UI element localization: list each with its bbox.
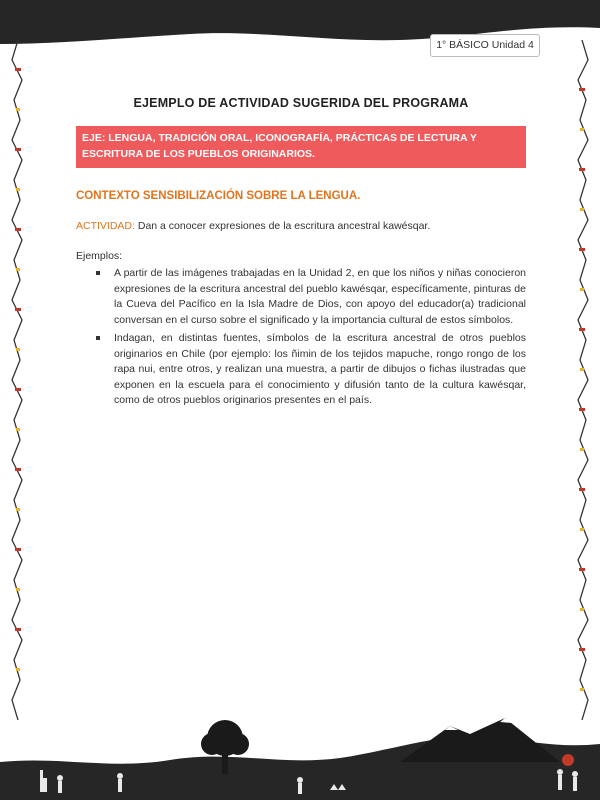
list-item-text: Indagan, en distintas fuentes, símbolos de la escritura ancestral de otros pueblos originarios en Chile (por ejemplo: los ñimin de los tejidos mapuche, rongo rongo de los rapa nui, entre otros, y realizan una muestra, a partir de dibujos o fichas ilustradas que exponen en la escuela para el conocimiento y difusión tanto de la cultura kawésqar, como de otros pueblos originarios presentes en el país. [114,332,526,406]
examples-list [76,266,526,409]
activity-text: Dan a conocer expresiones de la escritura ancestral kawésqar. [134,220,431,232]
footer-silhouette-band [0,700,600,800]
list-item-text: A partir de las imágenes trabajadas en la Unidad 2, en que los niños y niñas conocieron expresiones de la escritura ancestral del pueblo kawésqar, específicamente, pinturas de la Cueva del Pacífico en la Isla Madre de Dios, con apoyo del educador(a) tradicional conversan en el curso sobre el significado y la importancia cultural de estos símbolos. [114,267,526,326]
context-heading: CONTEXTO SENSIBILIZACIÓN SOBRE LA LENGUA. [76,190,361,202]
square-bullet-icon [96,336,100,340]
left-zigzag-border [8,40,28,720]
page-title: EJEMPLO DE ACTIVIDAD SUGERIDA DEL PROGRAMA [133,96,469,110]
list-item [114,331,526,409]
document-body [76,92,526,412]
examples-heading: Ejemplos: [76,250,123,262]
activity-label: ACTIVIDAD: [76,220,135,232]
right-zigzag-border [572,40,592,720]
unit-badge: 1° BÁSICO Unidad 4 [430,34,540,57]
activity-line [76,220,526,232]
eje-banner: EJE: LENGUA, TRADICIÓN ORAL, ICONOGRAFÍA, PRÁCTICAS DE LECTURA Y ESCRITURA DE LOS PUEBLOS ORIGINARIOS. [76,126,526,168]
list-item [114,266,526,328]
square-bullet-icon [96,271,100,275]
